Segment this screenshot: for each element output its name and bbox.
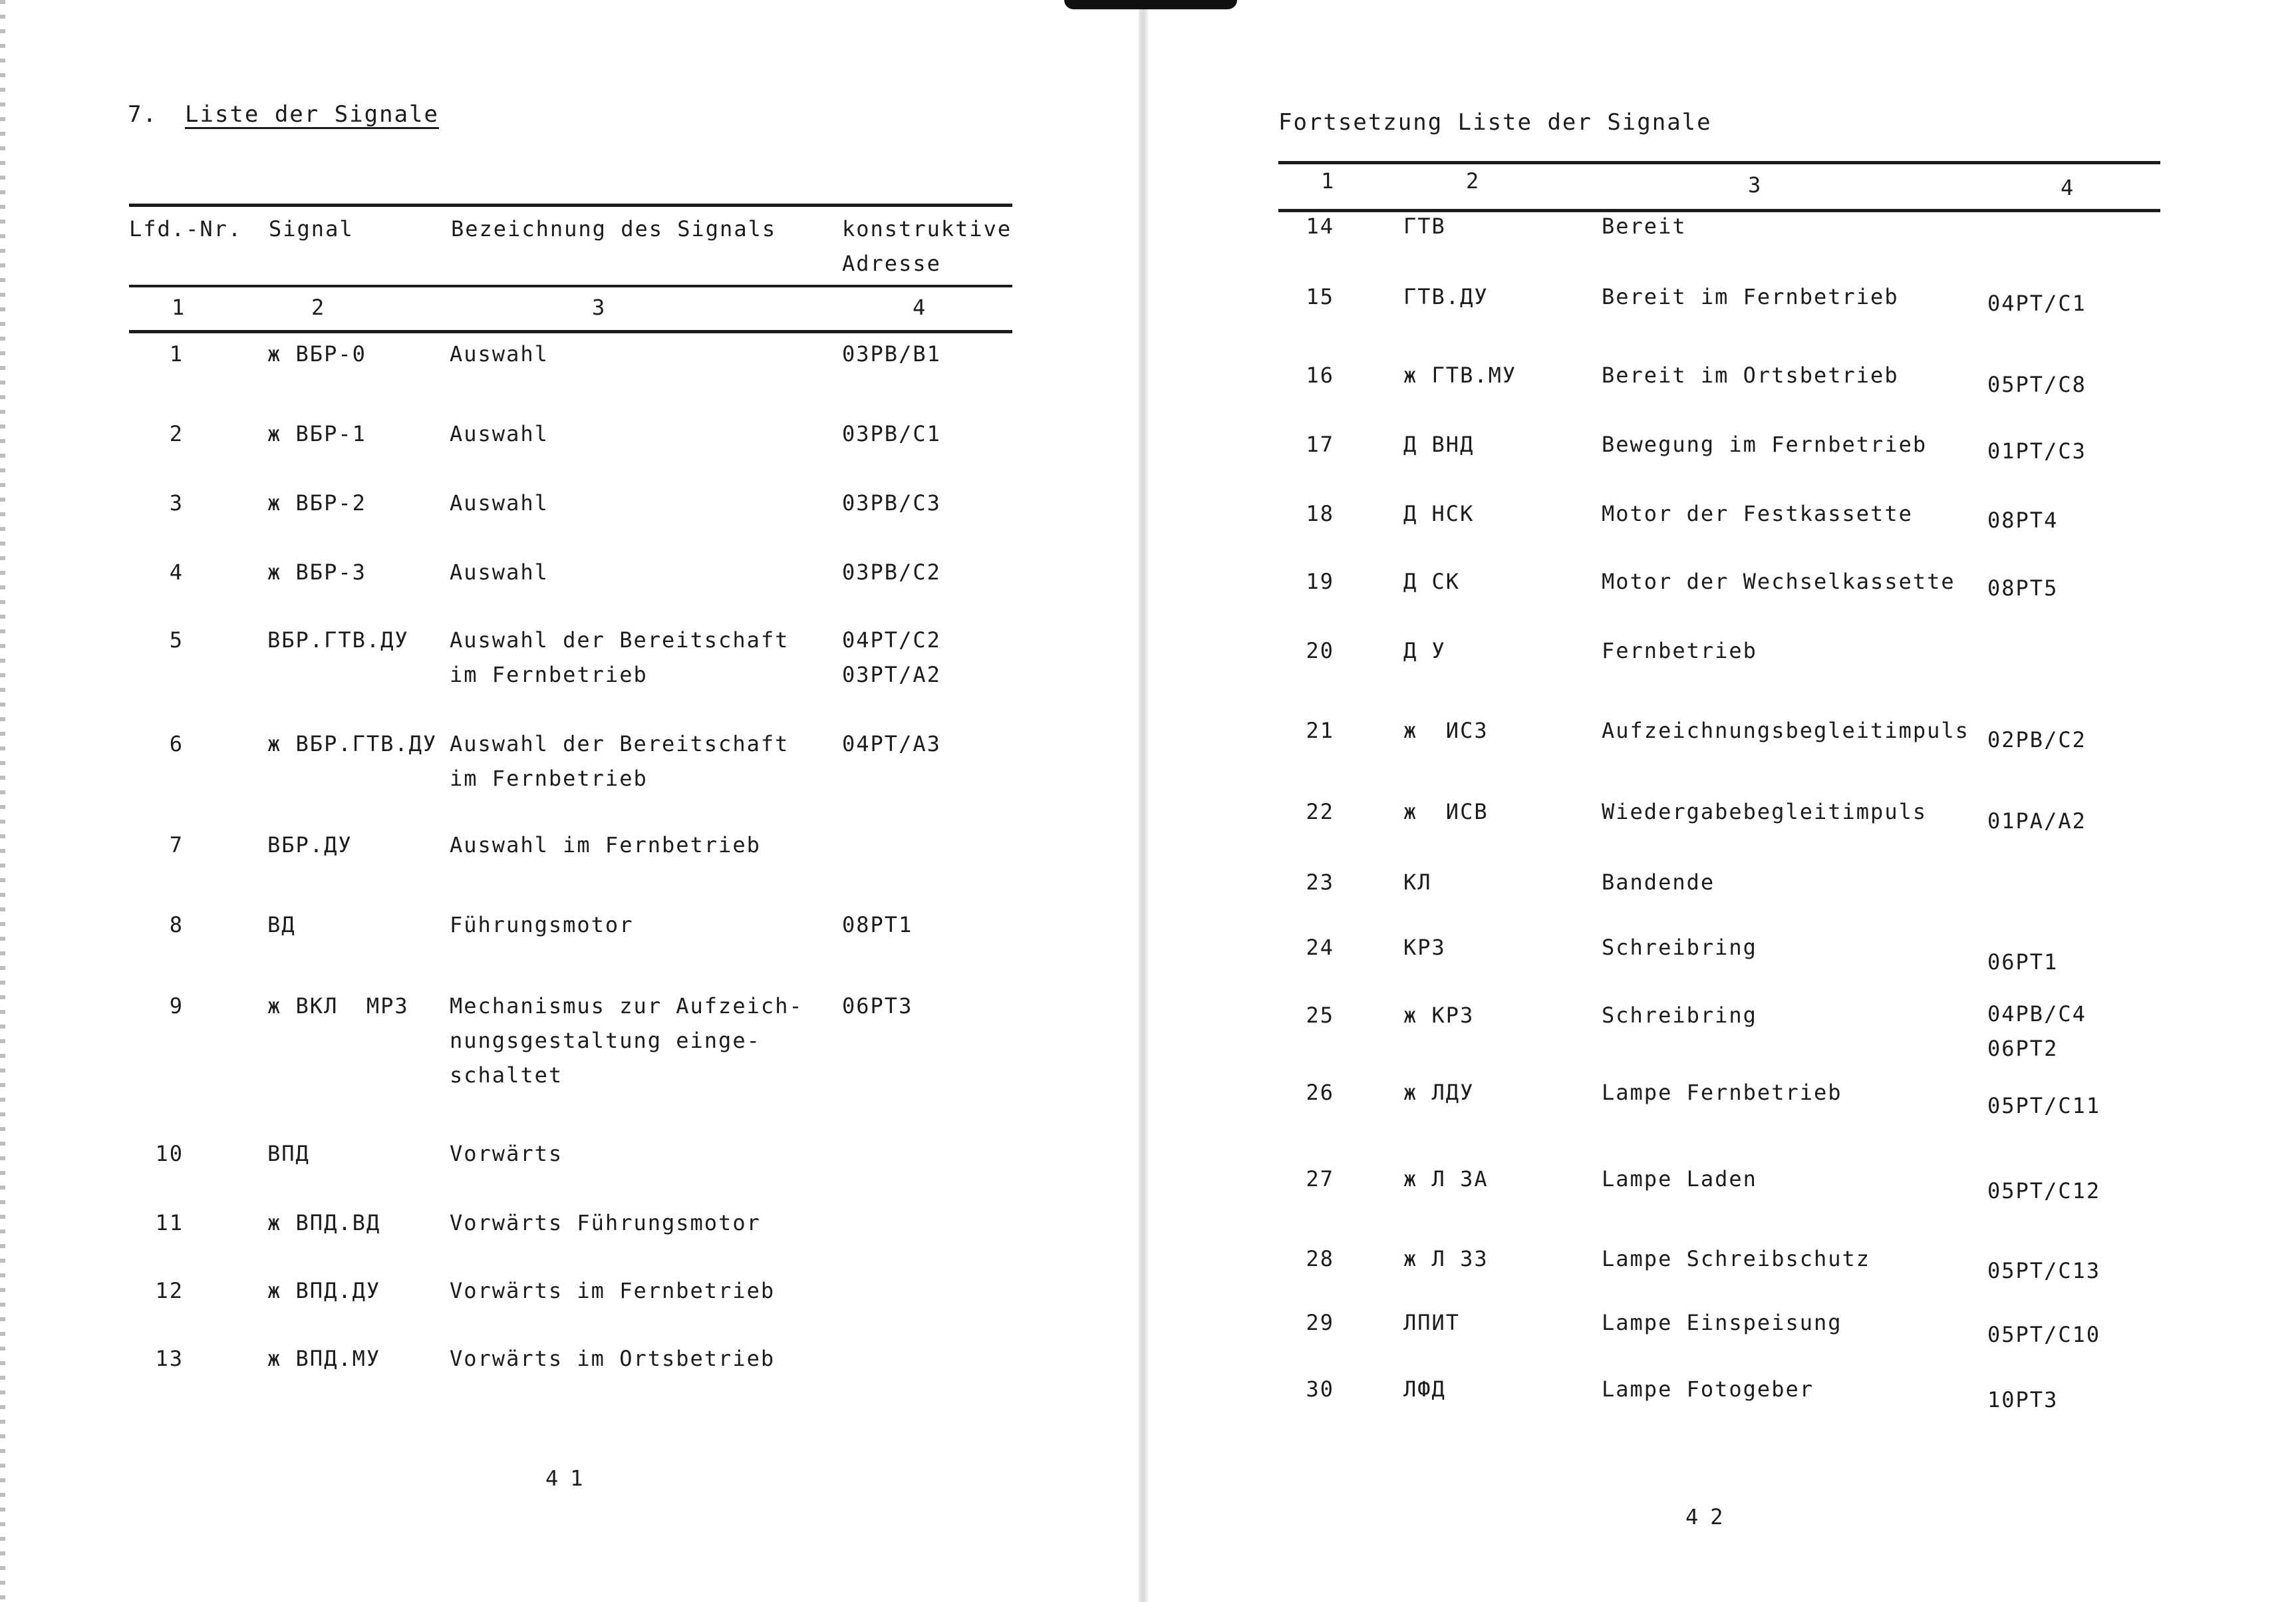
- construction-address: 06PT3: [842, 993, 913, 1019]
- row-number: 20: [1306, 638, 1334, 663]
- signal-name: КРЗ: [1403, 935, 1446, 960]
- construction-address: 08PT5: [1987, 575, 2059, 601]
- row-number: 14: [1306, 214, 1334, 239]
- signal-name: Д СК: [1403, 569, 1461, 594]
- column-header-signal: Signal: [269, 216, 354, 241]
- column-header-description: Bezeichnung des Signals: [451, 216, 777, 241]
- continuation-title: Fortsetzung Liste der Signale: [1278, 109, 1712, 136]
- column-number-2: 2: [1466, 168, 1481, 194]
- construction-address: 03PB/C2: [842, 560, 941, 585]
- construction-address: 03PB/B1: [842, 341, 941, 367]
- section-title: Liste der Signale: [185, 101, 439, 128]
- construction-address: 08PT1: [842, 912, 913, 937]
- signal-name: ж ВБР-2: [267, 490, 366, 516]
- construction-address: 05PT/C11: [1987, 1093, 2101, 1118]
- row-number: 7: [169, 832, 184, 858]
- column-header-address: konstruktive: [842, 216, 1012, 241]
- signal-description: Wiedergabebegleitimpuls: [1602, 799, 1928, 824]
- section-number: 7.: [128, 101, 158, 128]
- construction-address: 01PA/A2: [1987, 808, 2086, 834]
- signal-description: Lampe Fernbetrieb: [1602, 1080, 1842, 1105]
- signal-description: Lampe Schreibschutz: [1602, 1246, 1871, 1271]
- signal-name: ЛФД: [1403, 1376, 1446, 1402]
- column-header-nr: Lfd.-Nr.: [129, 216, 243, 241]
- row-number: 11: [155, 1210, 184, 1235]
- signal-description: Führungsmotor: [450, 912, 634, 937]
- row-number: 12: [155, 1278, 184, 1303]
- column-number-2: 2: [311, 295, 326, 320]
- construction-address: 05PT/C8: [1987, 372, 2086, 397]
- signal-description: Aufzeichnungsbegleitimpuls: [1602, 718, 1969, 743]
- row-number: 10: [155, 1141, 184, 1166]
- signal-description: Bereit: [1602, 214, 1687, 239]
- row-number: 13: [155, 1346, 184, 1371]
- signal-description: Auswahl im Fernbetrieb: [450, 832, 761, 858]
- signal-description: Auswahl der Bereitschaft im Fernbetrieb: [450, 627, 789, 687]
- signal-description: Auswahl der Bereitschaft im Fernbetrieb: [450, 731, 789, 791]
- table-top-rule: [129, 204, 1012, 207]
- row-number: 2: [169, 421, 184, 446]
- construction-address: 01PT/C3: [1987, 438, 2086, 464]
- column-header-address-line2: Adresse: [842, 251, 941, 276]
- column-number-rule: [129, 330, 1012, 333]
- signal-name: ВПД: [267, 1141, 310, 1166]
- signal-name: ж ВБР-3: [267, 560, 366, 585]
- row-number: 17: [1306, 432, 1334, 457]
- row-number: 27: [1306, 1166, 1334, 1192]
- signal-name: ж ВПД.ВД: [267, 1210, 381, 1235]
- signal-name: ж Л ЗА: [1403, 1166, 1489, 1192]
- row-number: 15: [1306, 284, 1334, 309]
- column-number-3: 3: [592, 295, 607, 320]
- construction-address: 04PT/A3: [842, 731, 941, 756]
- row-number: 5: [169, 627, 184, 653]
- construction-address: 05PT/C10: [1987, 1322, 2101, 1347]
- signal-name: ГТВ: [1403, 214, 1446, 239]
- row-number: 24: [1306, 935, 1334, 960]
- signal-name: КЛ: [1403, 870, 1432, 895]
- signal-description: Auswahl: [450, 490, 549, 516]
- signal-description: Mechanismus zur Aufzeich- nungsgestaltung einge- schaltet: [450, 993, 803, 1088]
- signal-name: ж ГТВ.МУ: [1403, 363, 1517, 388]
- row-number: 16: [1306, 363, 1334, 388]
- signal-name: ЛПИТ: [1403, 1310, 1461, 1335]
- book-spine: [1139, 0, 1148, 1602]
- row-number: 22: [1306, 799, 1334, 824]
- signal-name: Д НСК: [1403, 501, 1475, 526]
- signal-name: ж Л ЗЗ: [1403, 1246, 1489, 1271]
- row-number: 19: [1306, 569, 1334, 594]
- row-number: 21: [1306, 718, 1334, 743]
- signal-description: Bereit im Fernbetrieb: [1602, 284, 1899, 309]
- row-number: 26: [1306, 1080, 1334, 1105]
- signal-description: Lampe Fotogeber: [1602, 1376, 1814, 1402]
- signal-description: Bewegung im Fernbetrieb: [1602, 432, 1928, 457]
- signal-name: ВД: [267, 912, 296, 937]
- construction-address: 05PT/C12: [1987, 1178, 2101, 1203]
- signal-name: ж КРЗ: [1403, 1003, 1475, 1028]
- construction-address: 06PT1: [1987, 949, 2059, 975]
- signal-name: ВБР.ГТВ.ДУ: [267, 627, 409, 653]
- signal-description: Vorwärts: [450, 1141, 563, 1166]
- signal-name: ж ВПД.ДУ: [267, 1278, 381, 1303]
- left-page: [0, 0, 1139, 1602]
- signal-name: ж ВКЛ МРЗ: [267, 993, 409, 1019]
- signal-name: ж ВБР-1: [267, 421, 366, 446]
- row-number: 18: [1306, 501, 1334, 526]
- signal-description: Fernbetrieb: [1602, 638, 1757, 663]
- row-number: 3: [169, 490, 184, 516]
- signal-description: Bandende: [1602, 870, 1715, 895]
- signal-name: ГТВ.ДУ: [1403, 284, 1489, 309]
- row-number: 8: [169, 912, 184, 937]
- construction-address: 02PB/C2: [1987, 727, 2086, 752]
- column-number-1: 1: [172, 295, 186, 320]
- signal-name: Д У: [1403, 638, 1446, 663]
- signal-description: Schreibring: [1602, 1003, 1757, 1028]
- construction-address: 04PT/C2 03PT/A2: [842, 627, 941, 687]
- construction-address: 04PT/C1: [1987, 291, 2086, 316]
- column-number-4: 4: [913, 295, 927, 320]
- construction-address: 08PT4: [1987, 508, 2059, 533]
- construction-address: 05PT/C13: [1987, 1258, 2101, 1283]
- row-number: 23: [1306, 870, 1334, 895]
- construction-address: 03PB/C3: [842, 490, 941, 516]
- signal-description: Schreibring: [1602, 935, 1757, 960]
- signal-description: Auswahl: [450, 421, 549, 446]
- row-number: 6: [169, 731, 184, 756]
- signal-description: Auswahl: [450, 341, 549, 367]
- signal-name: ж ИСВ: [1403, 799, 1489, 824]
- signal-name: ж ИСЗ: [1403, 718, 1489, 743]
- signal-description: Lampe Laden: [1602, 1166, 1757, 1192]
- page-number: 41: [545, 1466, 595, 1491]
- column-number-3: 3: [1748, 172, 1763, 198]
- column-number-4: 4: [2061, 175, 2075, 200]
- signal-description: Auswahl: [450, 560, 549, 585]
- signal-description: Lampe Einspeisung: [1602, 1310, 1842, 1335]
- row-number: 1: [169, 341, 184, 367]
- signal-name: ж ВПД.МУ: [267, 1346, 381, 1371]
- row-number: 28: [1306, 1246, 1334, 1271]
- signal-description: Vorwärts im Fernbetrieb: [450, 1278, 776, 1303]
- signal-description: Vorwärts Führungsmotor: [450, 1210, 761, 1235]
- signal-description: Motor der Festkassette: [1602, 501, 1913, 526]
- signal-name: ж ВБР.ГТВ.ДУ: [267, 731, 438, 756]
- column-number-1: 1: [1321, 168, 1336, 194]
- construction-address: 03PB/C1: [842, 421, 941, 446]
- page-number: 42: [1685, 1504, 1735, 1529]
- row-number: 30: [1306, 1376, 1334, 1402]
- signal-description: Vorwärts im Ortsbetrieb: [450, 1346, 776, 1371]
- signal-description: Motor der Wechselkassette: [1602, 569, 1955, 594]
- signal-name: ВБР.ДУ: [267, 832, 353, 858]
- right-page: [1148, 0, 2296, 1602]
- row-number: 9: [169, 993, 184, 1019]
- construction-address: 10PT3: [1987, 1387, 2059, 1412]
- row-number: 29: [1306, 1310, 1334, 1335]
- row-number: 25: [1306, 1003, 1334, 1028]
- table-top-rule: [1278, 161, 2160, 164]
- signal-name: Д ВНД: [1403, 432, 1475, 457]
- row-number: 4: [169, 560, 184, 585]
- construction-address: 04PB/C4 06PT2: [1987, 1001, 2086, 1061]
- signal-name: ж ВБР-0: [267, 341, 366, 367]
- signal-name: ж ЛДУ: [1403, 1080, 1475, 1105]
- signal-description: Bereit im Ortsbetrieb: [1602, 363, 1899, 388]
- header-rule: [129, 285, 1012, 287]
